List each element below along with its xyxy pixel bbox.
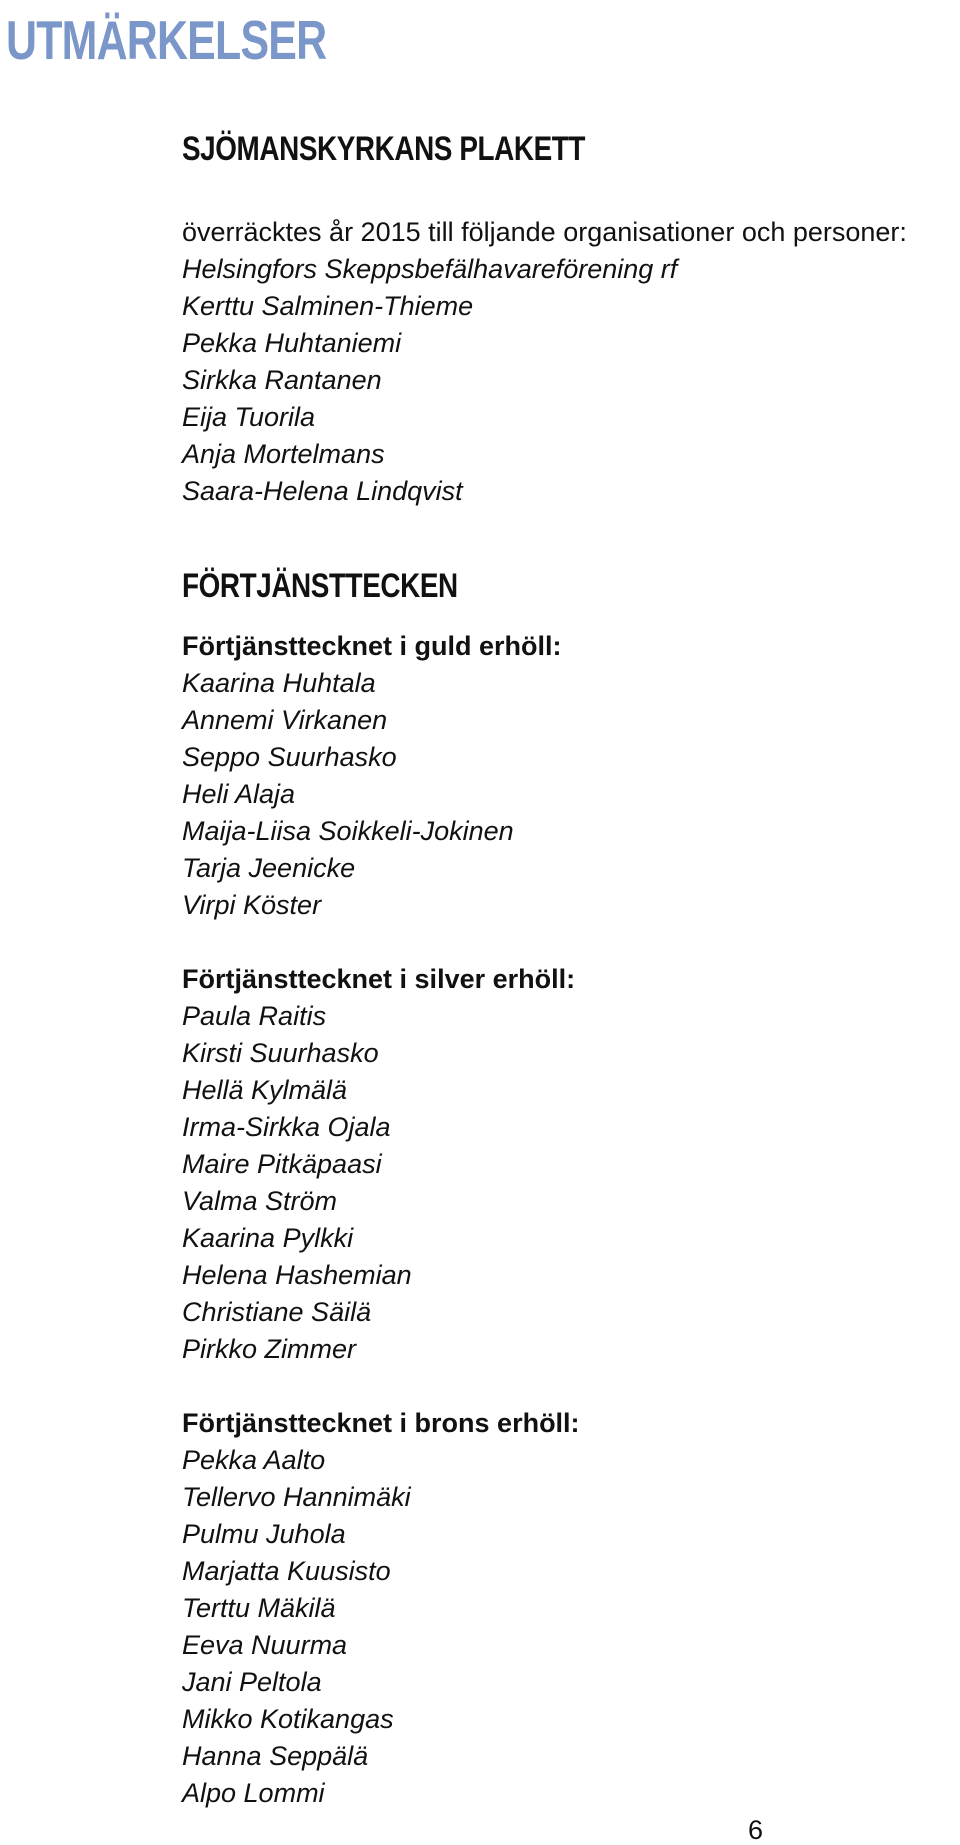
brons-subheading: Förtjänsttecknet i brons erhöll: xyxy=(182,1408,580,1438)
fortjanst-section xyxy=(182,560,942,1812)
brons-recipient: Pulmu Juhola xyxy=(182,1519,346,1549)
plakett-section xyxy=(182,123,942,510)
plakett-recipient: Saara-Helena Lindqvist xyxy=(182,476,463,506)
silver-recipient: Irma-Sirkka Ojala xyxy=(182,1112,391,1142)
silver-recipient: Kirsti Suurhasko xyxy=(182,1038,379,1068)
fortjanst-heading: FÖRTJÄNSTTECKEN xyxy=(182,567,458,605)
brons-recipient: Mikko Kotikangas xyxy=(182,1704,394,1734)
silver-recipient: Kaarina Pylkki xyxy=(182,1223,354,1253)
guld-recipient: Heli Alaja xyxy=(182,779,296,809)
brons-group xyxy=(182,1405,942,1812)
plakett-recipient-list xyxy=(182,251,942,510)
plakett-recipient: Eija Tuorila xyxy=(182,402,316,432)
brons-recipient: Marjatta Kuusisto xyxy=(182,1556,391,1586)
brons-recipient: Pekka Aalto xyxy=(182,1445,326,1475)
main-content xyxy=(182,123,942,1812)
brons-recipient-list xyxy=(182,1442,942,1812)
guld-recipient: Tarja Jeenicke xyxy=(182,853,356,883)
guld-recipient: Maija-Liisa Soikkeli-Jokinen xyxy=(182,816,514,846)
silver-recipient: Hellä Kylmälä xyxy=(182,1075,348,1105)
plakett-recipient: Helsingfors Skeppsbefälhavareförening rf xyxy=(182,254,678,284)
silver-group xyxy=(182,961,942,1368)
plakett-recipient: Pekka Huhtaniemi xyxy=(182,328,402,358)
brons-recipient: Eeva Nuurma xyxy=(182,1630,348,1660)
guld-recipient-list xyxy=(182,665,942,924)
guld-recipient: Virpi Köster xyxy=(182,890,322,920)
plakett-recipient: Anja Mortelmans xyxy=(182,439,385,469)
plakett-heading: SJÖMANSKYRKANS PLAKETT xyxy=(182,130,586,168)
plakett-recipient: Kerttu Salminen-Thieme xyxy=(182,291,474,321)
silver-recipient-list xyxy=(182,998,942,1368)
silver-recipient: Pirkko Zimmer xyxy=(182,1334,356,1364)
brons-recipient: Terttu Mäkilä xyxy=(182,1593,336,1623)
silver-recipient: Maire Pitkäpaasi xyxy=(182,1149,382,1179)
silver-recipient: Helena Hashemian xyxy=(182,1260,412,1290)
plakett-recipient: Sirkka Rantanen xyxy=(182,365,382,395)
silver-recipient: Paula Raitis xyxy=(182,1001,327,1031)
brons-recipient: Jani Peltola xyxy=(182,1667,322,1697)
silver-recipient: Valma Ström xyxy=(182,1186,338,1216)
brons-recipient: Tellervo Hannimäki xyxy=(182,1482,411,1512)
plakett-intro: överräcktes år 2015 till följande organisationer och personer: xyxy=(182,217,907,247)
guld-recipient: Annemi Virkanen xyxy=(182,705,388,735)
page-number: 6 xyxy=(748,1815,764,1845)
guld-recipient: Seppo Suurhasko xyxy=(182,742,397,772)
guld-subheading: Förtjänsttecknet i guld erhöll: xyxy=(182,631,562,661)
guld-recipient: Kaarina Huhtala xyxy=(182,668,376,698)
brons-recipient: Hanna Seppälä xyxy=(182,1741,369,1771)
page-title: UTMÄRKELSER xyxy=(6,9,327,71)
silver-recipient: Christiane Säilä xyxy=(182,1297,372,1327)
guld-group xyxy=(182,628,942,924)
brons-recipient: Alpo Lommi xyxy=(182,1778,325,1808)
silver-subheading: Förtjänsttecknet i silver erhöll: xyxy=(182,964,576,994)
